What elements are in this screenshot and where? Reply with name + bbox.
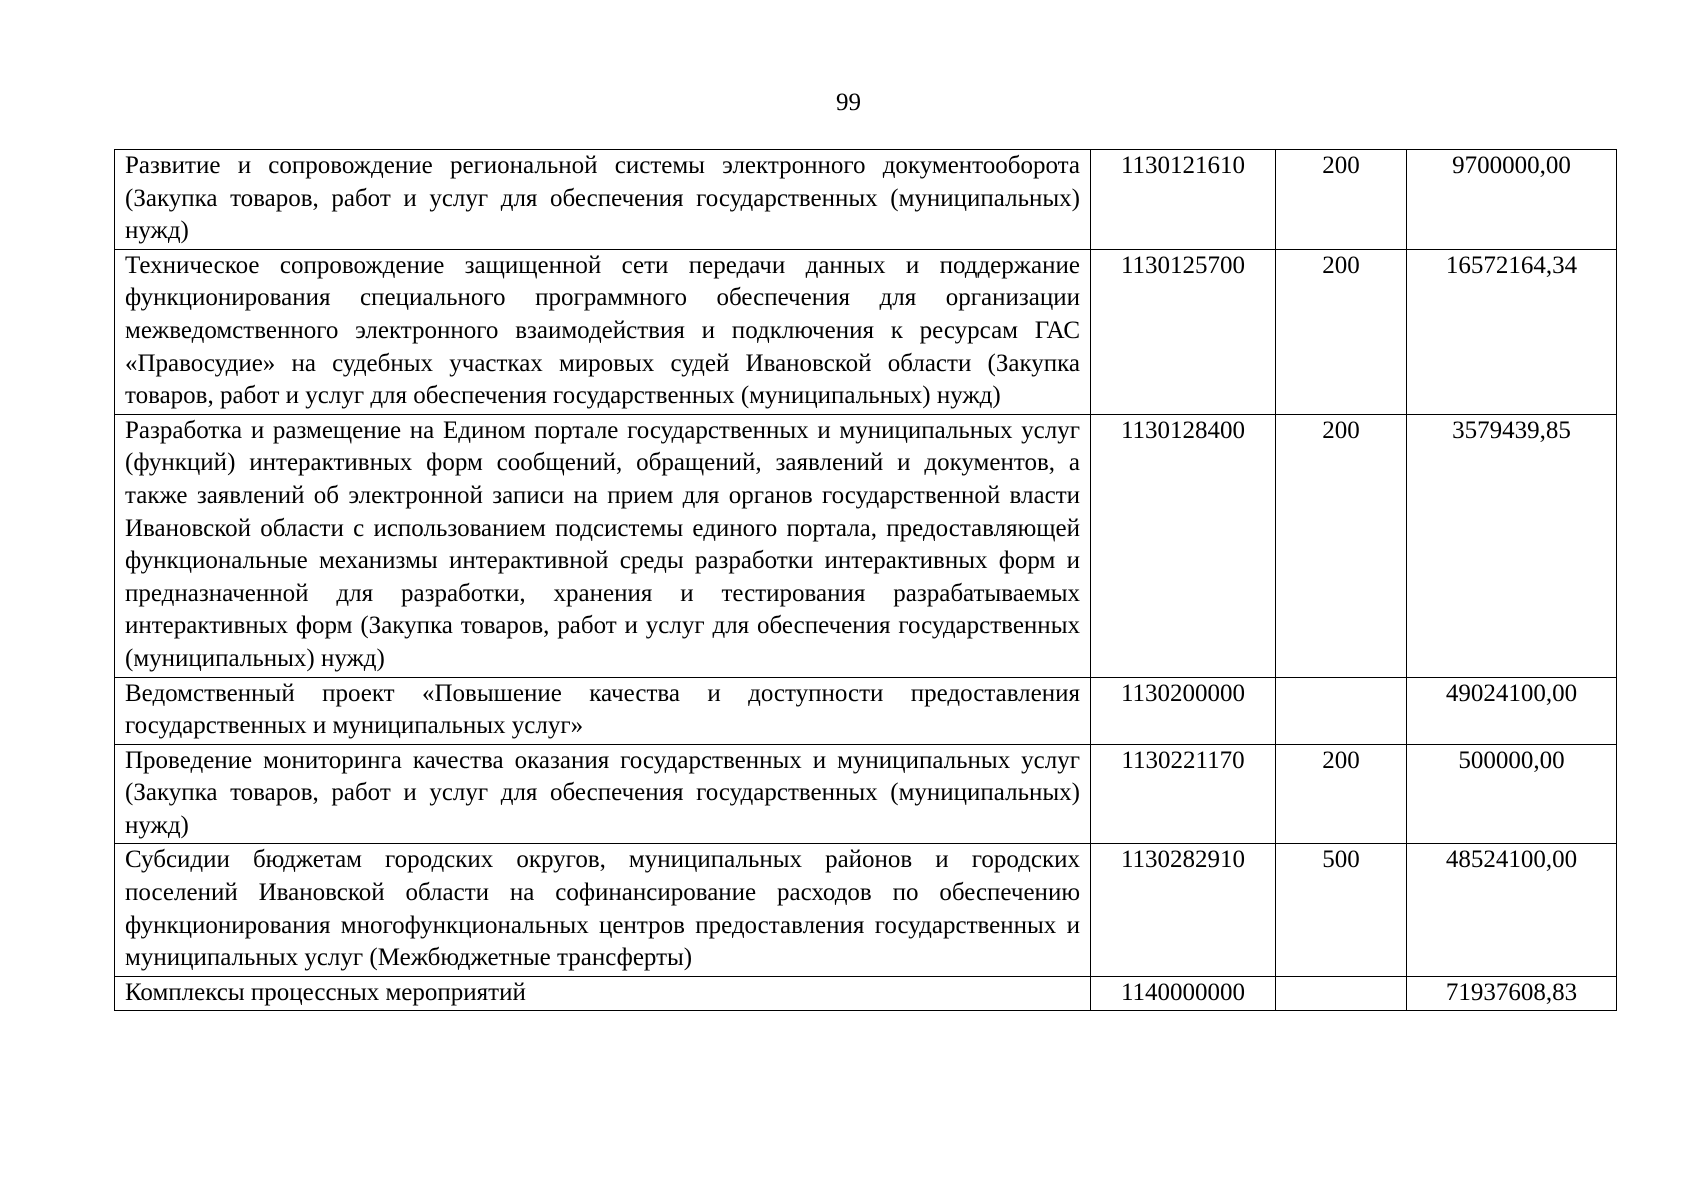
row-expense-type: 200 [1276, 414, 1407, 677]
row-description: Субсидии бюджетам городских округов, муниципальных районов и городских поселений Ивановской области на софинансирование расходов по обеспечению функционирования многофункциональных центров предоставления государственных и муниципальных услуг (Межбюджетные трансферты) [115, 844, 1091, 976]
row-amount: 3579439,85 [1407, 414, 1617, 677]
table-row [115, 150, 1617, 250]
row-amount: 16572164,34 [1407, 249, 1617, 414]
row-target-code: 1130128400 [1091, 414, 1276, 677]
row-expense-type [1276, 677, 1407, 744]
row-description: Комплексы процессных мероприятий [115, 976, 1091, 1011]
row-expense-type [1276, 976, 1407, 1011]
row-amount: 49024100,00 [1407, 677, 1617, 744]
table-row [115, 976, 1617, 1011]
table-row [115, 844, 1617, 976]
row-target-code: 1130221170 [1091, 744, 1276, 844]
row-description: Техническое сопровождение защищенной сети передачи данных и поддержание функционирования специального программного обеспечения для организации межведомственного электронного взаимодействия и подключения к ресурсам ГАС «Правосудие» на судебных участках мировых судей Ивановской области (Закупка товаров, работ и услуг для обеспечения государственных (муниципальных) нужд) [115, 249, 1091, 414]
row-target-code: 1130200000 [1091, 677, 1276, 744]
page-number: 99 [836, 89, 861, 116]
row-description: Разработка и размещение на Едином портале государственных и муниципальных услуг (функций) интерактивных форм сообщений, обращений, заявлений и документов, а также заявлений об электронной записи на прием для органов государственной власти Ивановской области с использованием подсистемы единого портала, предоставляющей функциональные механизмы интерактивной среды разработки интерактивных форм и предназначенной для разработки, хранения и тестирования разрабатываемых интерактивных форм (Закупка товаров, работ и услуг для обеспечения государственных (муниципальных) нужд) [115, 414, 1091, 677]
row-target-code: 1130121610 [1091, 150, 1276, 250]
row-description: Ведомственный проект «Повышение качества и доступности предоставления государственных и муниципальных услуг» [115, 677, 1091, 744]
row-expense-type: 200 [1276, 744, 1407, 844]
row-amount: 48524100,00 [1407, 844, 1617, 976]
row-target-code: 1130125700 [1091, 249, 1276, 414]
row-description: Развитие и сопровождение региональной системы электронного документооборота (Закупка товаров, работ и услуг для обеспечения государственных (муниципальных) нужд) [115, 150, 1091, 250]
table-row [115, 249, 1617, 414]
table-row [115, 677, 1617, 744]
budget-table [114, 149, 1617, 1011]
row-amount: 9700000,00 [1407, 150, 1617, 250]
row-expense-type: 200 [1276, 150, 1407, 250]
row-amount: 500000,00 [1407, 744, 1617, 844]
row-target-code: 1140000000 [1091, 976, 1276, 1011]
table-row [115, 414, 1617, 677]
row-amount: 71937608,83 [1407, 976, 1617, 1011]
row-description: Проведение мониторинга качества оказания государственных и муниципальных услуг (Закупка товаров, работ и услуг для обеспечения государственных (муниципальных) нужд) [115, 744, 1091, 844]
row-expense-type: 200 [1276, 249, 1407, 414]
table-row [115, 744, 1617, 844]
row-target-code: 1130282910 [1091, 844, 1276, 976]
row-expense-type: 500 [1276, 844, 1407, 976]
